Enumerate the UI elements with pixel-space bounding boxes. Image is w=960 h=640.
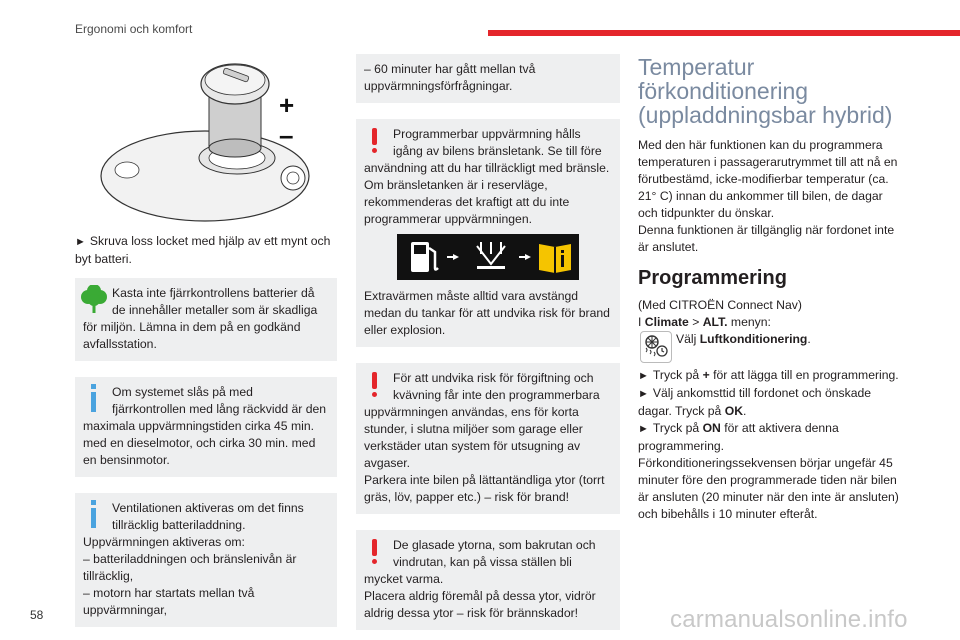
fuel-heater-manual-banner	[397, 234, 579, 280]
select-ac-label: Luftkonditionering	[699, 332, 808, 346]
fuel-pump-icon	[411, 242, 438, 272]
section-title-programming: Programmering	[638, 267, 787, 289]
warning-hot-glass-text: De glasade ytorna, som bakrutan och vindrutan, kan på vissa ställen bli mycket varma.	[364, 538, 596, 586]
warning-fuel	[356, 119, 620, 347]
svg-text:+: +	[279, 90, 295, 120]
step-replace-battery: ► Skruva loss locket med hjälp av ett mynt och byt batteri.	[75, 234, 331, 266]
step-select-time	[638, 385, 900, 420]
info-note-ventilation-lead: Ventilationen aktiveras om det finns tillräcklig batteriladdning.	[112, 501, 304, 532]
leaf-icon	[79, 285, 109, 315]
warning-icon	[360, 126, 390, 156]
manual-book-icon	[539, 244, 571, 273]
column-left	[75, 58, 337, 637]
select-prefix: Välj	[676, 332, 700, 346]
menu-path-suffix: menyn:	[727, 315, 771, 329]
section-title-preconditioning: Temperatur förkonditionering (uppladdningsbar hybrid)	[638, 54, 893, 128]
continuation-text: – 60 minuter har gått mellan två uppvärmningsförfrågningar.	[364, 62, 536, 93]
info-note-remote-text: Om systemet slås på med fjärrkontrollen med lång räckvidd är den maximala uppvärmningstiden cirka 45 min. med en dieselmotor, och cirka 30 min. med en bensinmotor.	[83, 385, 327, 467]
menu-separator: >	[688, 315, 703, 329]
plus-symbol	[279, 90, 294, 120]
menu-alt: ALT.	[702, 315, 728, 329]
warning-icon	[360, 370, 390, 400]
minus-symbol	[279, 120, 293, 150]
heater-icon	[477, 242, 505, 269]
column-middle	[356, 54, 620, 640]
warning-hot-glass-after: Placera aldrig föremål på dessa ytor, vidrör aldrig dessa ytor – risk för brännskador!	[364, 589, 596, 620]
environment-note	[75, 278, 337, 361]
bullet-arrow-icon: ►	[638, 388, 649, 400]
warning-poisoning-text: För att undvika risk för förgiftning och kvävning får inte den programmerbara uppvärmningen användas, ens för korta stunder, i slutna miljöer som garage eller verkstäder utan system för utsugning av avgaser.	[364, 371, 600, 470]
info-line: – batteriladdningen och bränslenivån är tillräcklig,	[83, 552, 297, 583]
menu-path	[638, 314, 900, 331]
air-conditioning-icon	[640, 331, 672, 363]
step-text: .	[743, 404, 747, 418]
intro-availability: Denna funktionen är tillgänglig när fordonet inte är anslutet.	[638, 223, 895, 254]
warning-fuel-after: Extravärmen måste alltid vara avstängd medan du tankar för att undvika risk för brand eller explosion.	[364, 289, 610, 337]
step-text: Tryck på	[652, 421, 703, 435]
battery-cap-illustration	[97, 58, 317, 223]
step-add-program	[638, 367, 900, 385]
nav-requirement: (Med CITROËN Connect Nav)	[638, 298, 802, 312]
step-text: Tryck på	[652, 368, 703, 382]
environment-note-text: Kasta inte fjärrkontrollens batterier då de innehåller metaller som är skadliga för miljön. Lämna in dem på en godkänd avfallsstation.	[83, 286, 318, 351]
intro-paragraph: Med den här funktionen kan du programmera temperaturen i passagerarutrymmet till att nå en förutbestämd, icke-modifierbar temperatur (ca. 21° C) innan du ankommer till bilen, de dagar och tidpunkter du önskar.	[638, 138, 898, 220]
step-text: för att lägga till en programmering.	[709, 368, 899, 382]
bullet-arrow-icon: ►	[638, 370, 649, 382]
header-accent-bar	[488, 30, 960, 36]
warning-poisoning-after: Parkera inte bilen på lättantändliga ytor (torrt gräs, löv, papper etc.) – risk för brand!	[364, 473, 605, 504]
step-plus: +	[702, 368, 710, 382]
menu-climate: Climate	[644, 315, 689, 329]
watermark: carmanualsonline.info	[670, 606, 908, 633]
step-on: ON	[702, 421, 721, 435]
menu-path-prefix: I	[638, 315, 645, 329]
warning-hot-glass	[356, 530, 620, 630]
page-number: 58	[30, 608, 44, 622]
bullet-arrow-icon: ►	[638, 423, 649, 435]
warning-fuel-text: Programmerbar uppvärmning hålls igång av bilens bränsletank. Se till före användning att du har tillräckligt med bränsle. Om bränsletanken är i reservläge, rekommenderas det kraftigt att du inte programmerar uppvärmningen.	[364, 127, 610, 226]
step-text: för att aktivera denna programmering.	[638, 421, 839, 453]
step-ok: OK	[724, 404, 743, 418]
select-ac-text	[676, 331, 811, 348]
continuation-box	[356, 54, 620, 103]
info-note-ventilation	[75, 493, 337, 627]
bullet-arrow-icon: ►	[75, 236, 86, 248]
info-line: Uppvärmningen aktiveras om:	[83, 535, 245, 549]
select-ac-row	[638, 331, 900, 363]
step-activate	[638, 420, 900, 455]
info-icon	[79, 384, 109, 414]
info-note-remote	[75, 377, 337, 477]
outro-paragraph: Förkonditioneringssekvensen börjar ungefär 45 minuter före den programmerade tiden när bilen är ansluten (20 minuter när den inte är ansluten) och bibehålls i 10 minuter efteråt.	[638, 456, 899, 521]
info-icon	[79, 500, 109, 530]
column-right	[638, 55, 900, 523]
step-text: Välj ankomsttid till fordonet och önskade dagar. Tryck på	[638, 386, 872, 418]
header-title: Ergonomi och komfort	[75, 22, 193, 36]
select-suffix: .	[807, 332, 811, 346]
warning-poisoning	[356, 363, 620, 514]
svg-text:–: –	[279, 120, 294, 150]
warning-icon	[360, 537, 390, 567]
info-line: – motorn har startats mellan två uppvärmningar,	[83, 586, 255, 617]
